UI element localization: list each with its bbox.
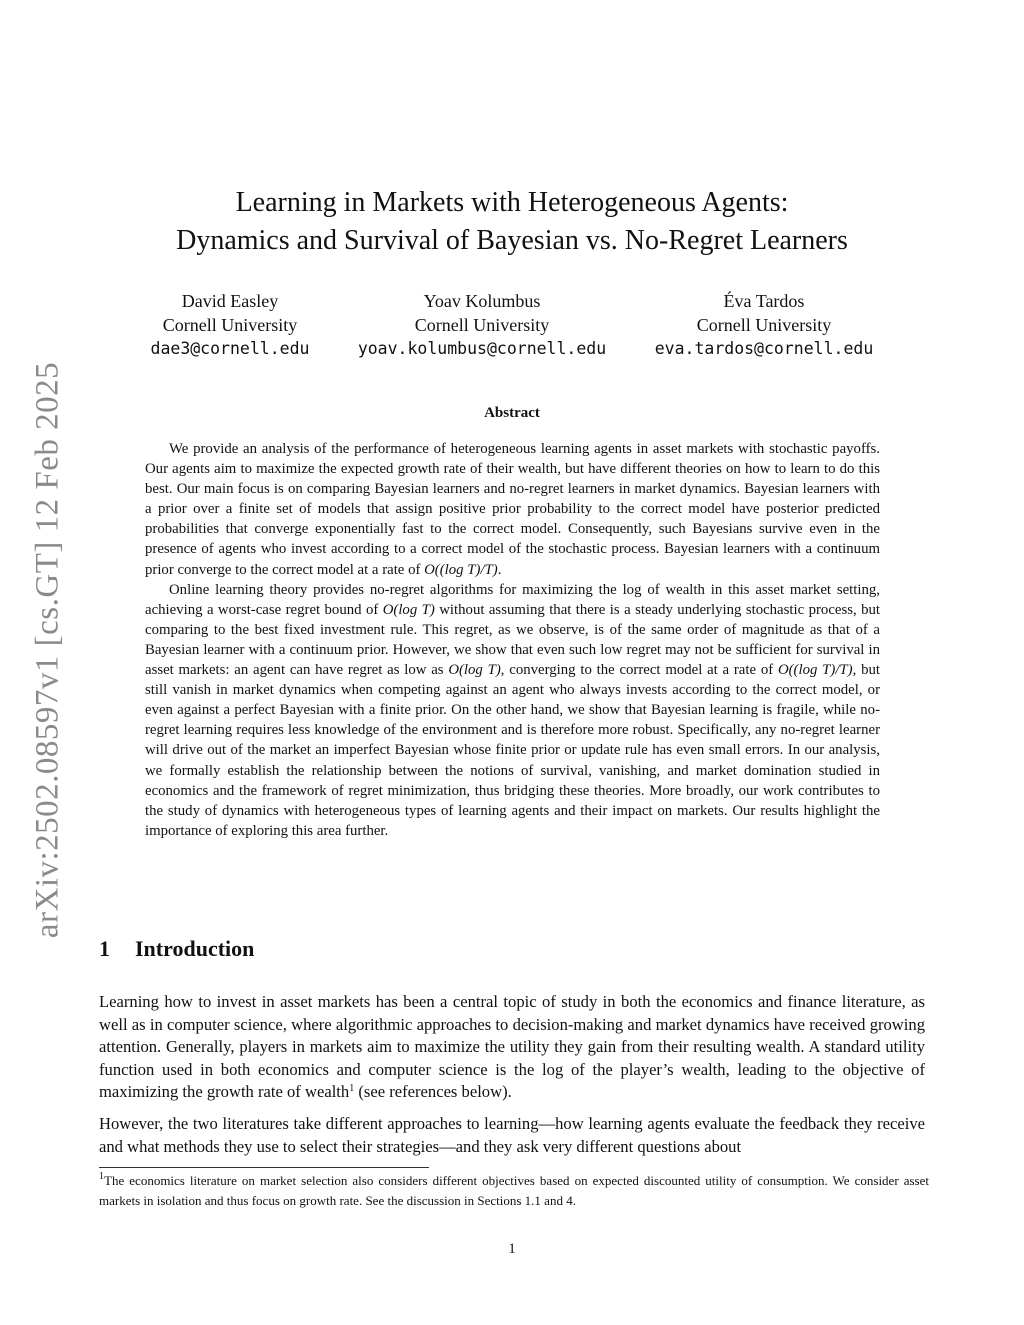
paper-title [0, 184, 1024, 260]
footnote-number: 1 [99, 1171, 104, 1182]
author-block-2 [332, 290, 632, 361]
intro-paragraph-2: However, the two literatures take different approaches to learning—how learning agents evaluate the feedback they receive and what methods they use to select their strategies—and they ask very different questions about [99, 1113, 925, 1156]
section-title: Introduction [135, 936, 255, 961]
abstract-paragraph-1: We provide an analysis of the performance of heterogeneous learning agents in asset markets with stochastic payoffs. Our agents aim to maximize the expected growth rate of their wealth, but have different theories on how to learn to do this best. Our main focus is on comparing Bayesian learners and no-regret learners in market dynamics. Bayesian learners with a prior over a finite set of models that assign positive prior probability to the correct model have posterior predicted probabilities that converge exponentially fast to the correct model. Consequently, such Bayesians survive even in the presence of agents who invest according to a correct model of the stochastic process. Bayesian learners with a continuum prior converge to the correct model at a rate of O((log T)/T). [145, 441, 880, 578]
page-number: 1 [508, 1241, 516, 1257]
author-affiliation: Cornell University [162, 314, 298, 335]
paper-title-line-2: Dynamics and Survival of Bayesian vs. No-Regret Learners [176, 225, 848, 256]
author-email: yoav.kolumbus@cornell.edu [357, 339, 607, 358]
abstract-paragraph-2: Online learning theory provides no-regret algorithms for maximizing the log of wealth in this asset market setting, achieving a worst-case regret bound of O(log T) without assuming that there is a steady underlying stochastic process, but comparing to the best fixed investment rule. This regret, as we observe, is of the same order of magnitude as that of a Bayesian learner with a continuum prior. However, we show that even such low regret may not be sufficient for survival in asset markets: an agent can have regret as low as O(log T), converging to the correct model at a rate of O((log T)/T), but still vanish in market dynamics when competing against an agent who always invests according to the correct model, or even against a perfect Bayesian with a finite prior. On the other hand, we show that Bayesian learning is fragile, while no-regret learning requires less knowledge of the environment and is therefore more robust. Specifically, any no-regret learner will drive out of the market an imperfect Bayesian whose finite prior or update rule has even small errors. In our analysis, we formally establish the relationship between the notions of survival, vanishing, and market domination studied in economics and the framework of regret minimization, thus bridging these theories. More broadly, our work contributes to the study of dynamics with heterogeneous types of learning agents and their impact on markets. Our results highlight the importance of exploring this area further. [145, 581, 880, 839]
math-rate: O((log T)/T) [424, 561, 498, 578]
intro-paragraph-1: Learning how to invest in asset markets has been a central topic of study in both the economics and finance literature, as well as in computer science, where algorithmic approaches to decision-making and market dynamics have received growing attention. Generally, players in markets aim to maximize the utility they gain from their resulting wealth. A standard utility function used in both economics and computer science is the log of the player’s wealth, leading to the objective of maximizing the growth rate of wealth$^1$ (see references below). [99, 992, 925, 1102]
author-email: dae3@cornell.edu [150, 339, 310, 358]
paper-title-line-1: Learning in Markets with Heterogeneous Agents: [235, 187, 789, 218]
footnote-text: The economics literature on market selection also considers different objectives based on expected discounted utility of consumption. We consider asset markets in isolation and thus focus on growth rate. See the discussion in Sections 1.1 and 4. [99, 1173, 929, 1208]
math-regret-bound: O(log T) [382, 601, 435, 618]
introduction-body [99, 991, 925, 1167]
abstract-body [145, 439, 880, 841]
math-rate: O((log T)/T) [777, 662, 853, 679]
footnote-divider [99, 1167, 429, 1168]
section-heading-introduction [99, 936, 254, 962]
author-affiliation: Cornell University [696, 314, 832, 335]
author-block-3 [634, 290, 894, 361]
author-affiliation: Cornell University [414, 314, 550, 335]
author-name: David Easley [181, 291, 279, 311]
author-email: eva.tardos@cornell.edu [654, 339, 874, 358]
author-name: Éva Tardos [723, 291, 805, 311]
abstract-heading: Abstract [484, 405, 540, 421]
author-block-1 [130, 290, 330, 361]
author-name: Yoav Kolumbus [423, 291, 541, 311]
math-low-regret: O(log T) [448, 662, 501, 679]
footnote-marker: 1 [349, 1083, 355, 1095]
section-number: 1 [99, 936, 110, 961]
footnote [99, 1171, 929, 1210]
arxiv-identifier-text: arXiv:2502.08597v1 [cs.GT] 12 Feb 2025 [29, 361, 66, 939]
